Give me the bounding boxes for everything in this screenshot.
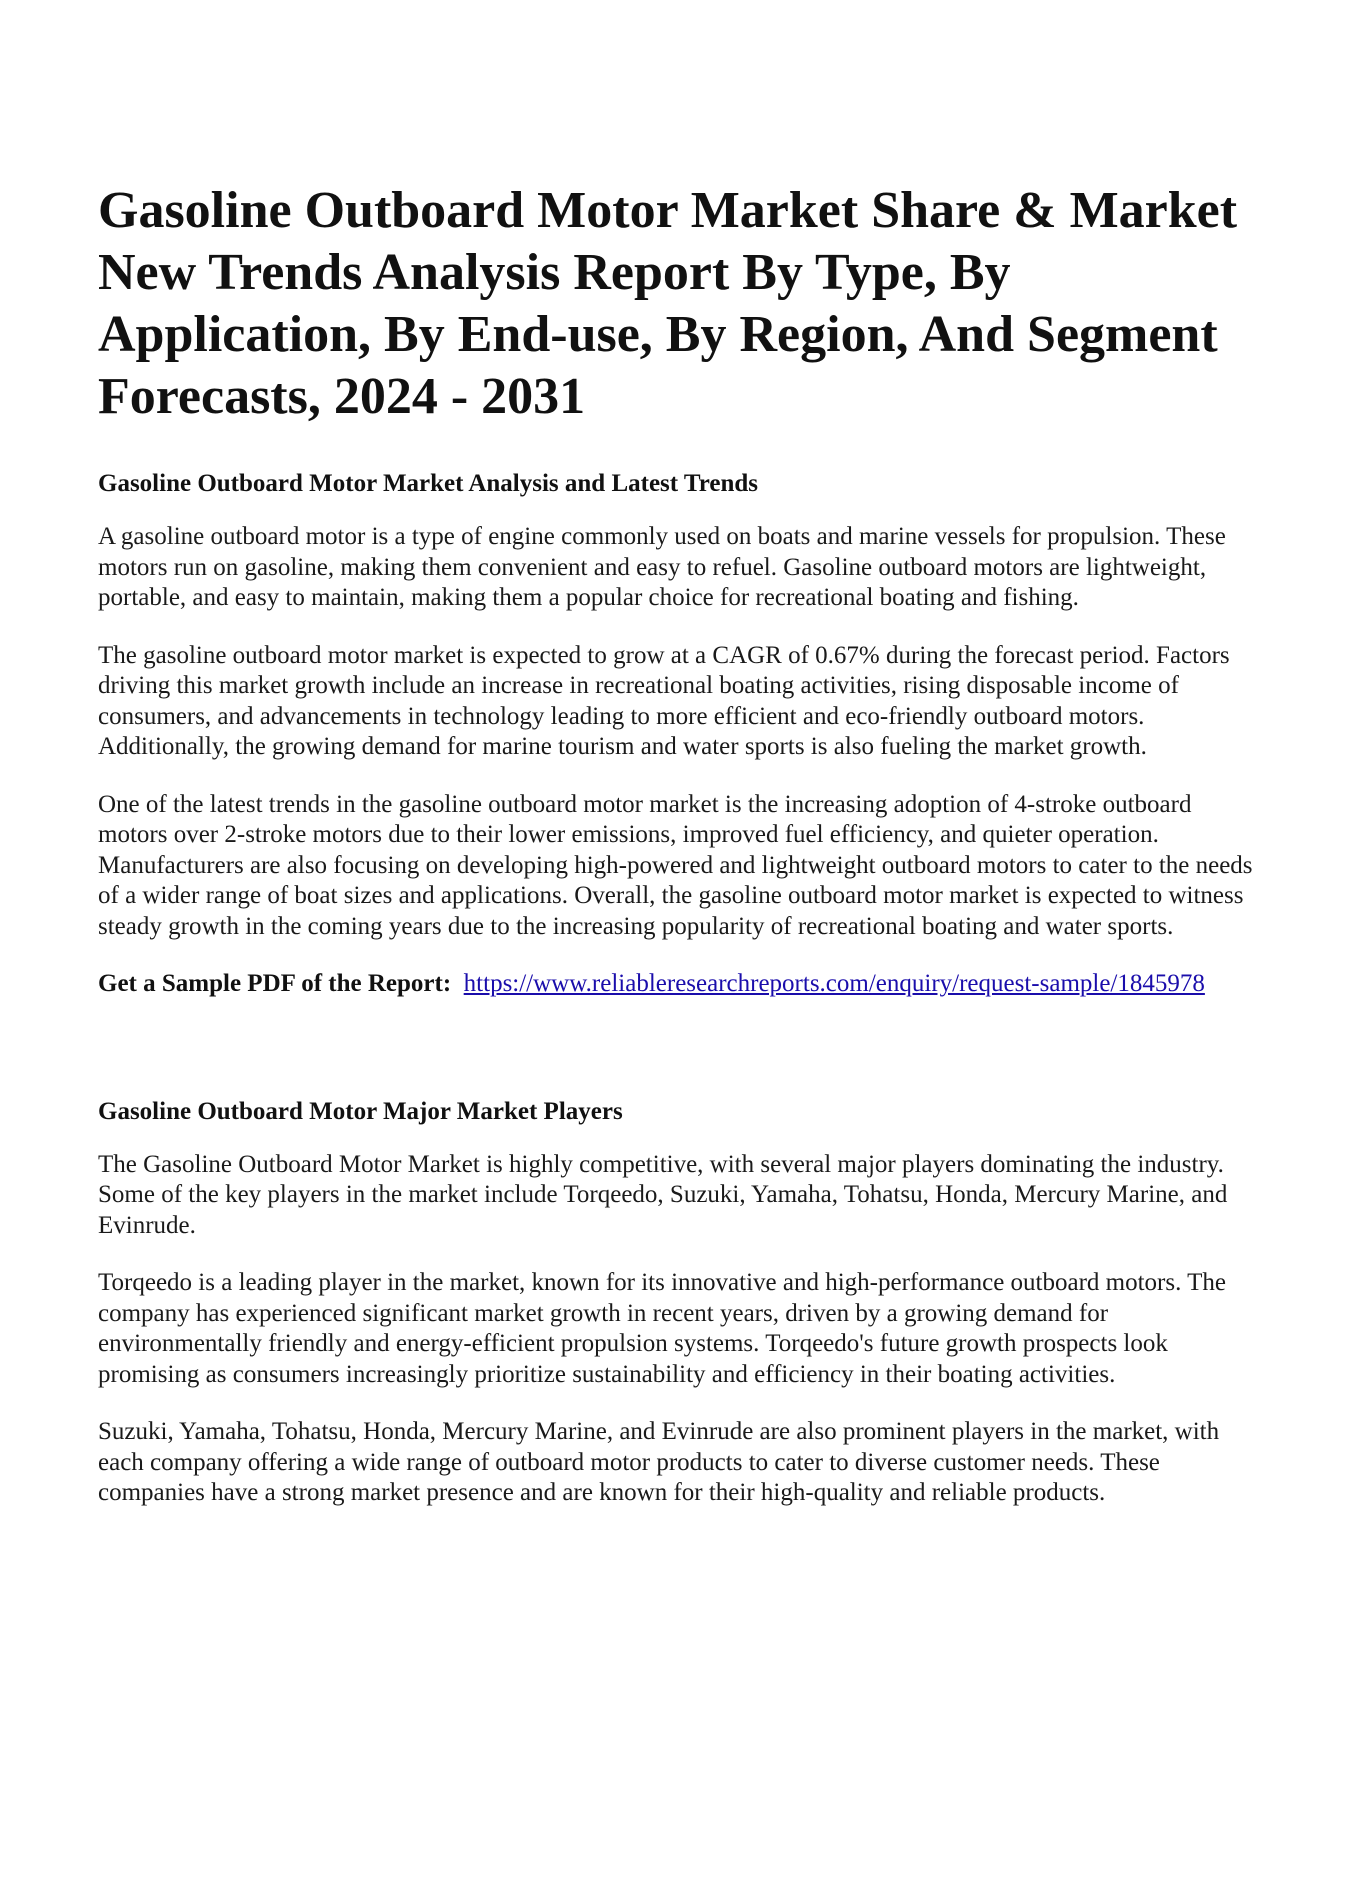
sample-pdf-link[interactable]: https://www.reliableresearchreports.com/enquiry/request-sample/1845978 — [463, 970, 1205, 997]
paragraph-definition: A gasoline outboard motor is a type of engine commonly used on boats and marine vessels for propulsion. These motors run on gasoline, making them convenient and easy to refuel. Gasoline outboard motors are lightweight, portable, and easy to maintain, making them a popular choice for recreational boating and fishing. — [98, 523, 1226, 611]
sample-pdf-label: Get a Sample PDF of the Report: — [98, 970, 452, 997]
section-heading-market-players: Gasoline Outboard Motor Major Market Players — [98, 1097, 623, 1125]
section-spacer — [98, 1000, 1258, 1096]
paragraph-other-players: Suzuki, Yamaha, Tohatsu, Honda, Mercury Marine, and Evinrude are also prominent players in the market, with each company offering a wide range of outboard motor products to cater to diverse customer needs. These companies have a strong market presence and are known for their high-quality and reliable products. — [98, 1418, 1220, 1506]
paragraph-latest-trends: One of the latest trends in the gasoline outboard motor market is the increasing adoption of 4-stroke outboard motors over 2-stroke motors due to their lower emissions, improved fuel efficiency, and quieter operation. Manufacturers are also focusing on developing high-powered and lightweight outboard motors to cater to the needs of a wider range of boat sizes and applications. Overall, the gasoline outboard motor market is expected to witness steady growth in the coming years due to the increasing popularity of recreational boating and water sports. — [98, 790, 1253, 940]
document-page — [98, 180, 1258, 1536]
paragraph-torqeedo: Torqeedo is a leading player in the market, known for its innovative and high-performance outboard motors. The company has experienced significant market growth in recent years, driven by a growing demand for environmentally friendly and energy-efficient propulsion systems. Torqeedo's future growth prospects look promising as consumers increasingly prioritize sustainability and efficiency in their boating activities. — [98, 1269, 1227, 1388]
section-heading-analysis: Gasoline Outboard Motor Market Analysis and Latest Trends — [98, 470, 759, 497]
paragraph-market-growth: The gasoline outboard motor market is expected to grow at a CAGR of 0.67% during the forecast period. Factors driving this market growth include an increase in recreational boating activities, rising disposable income of consumers, and advancements in technology leading to more efficient and eco-friendly outboard motors. Additionally, the growing demand for marine tourism and water sports is also fueling the market growth. — [98, 641, 1230, 760]
document-title: Gasoline Outboard Motor Market Share & Market New Trends Analysis Report By Type, By Application, By End-use, By Region, And Segment Forecasts, 2024 - 2031 — [98, 182, 1238, 425]
sample-pdf-line — [98, 969, 1258, 1000]
paragraph-competition: The Gasoline Outboard Motor Market is highly competitive, with several major players dominating the industry. Some of the key players in the market include Torqeedo, Suzuki, Yamaha, Tohatsu, Honda, Mercury Marine, and Evinrude. — [98, 1150, 1228, 1239]
